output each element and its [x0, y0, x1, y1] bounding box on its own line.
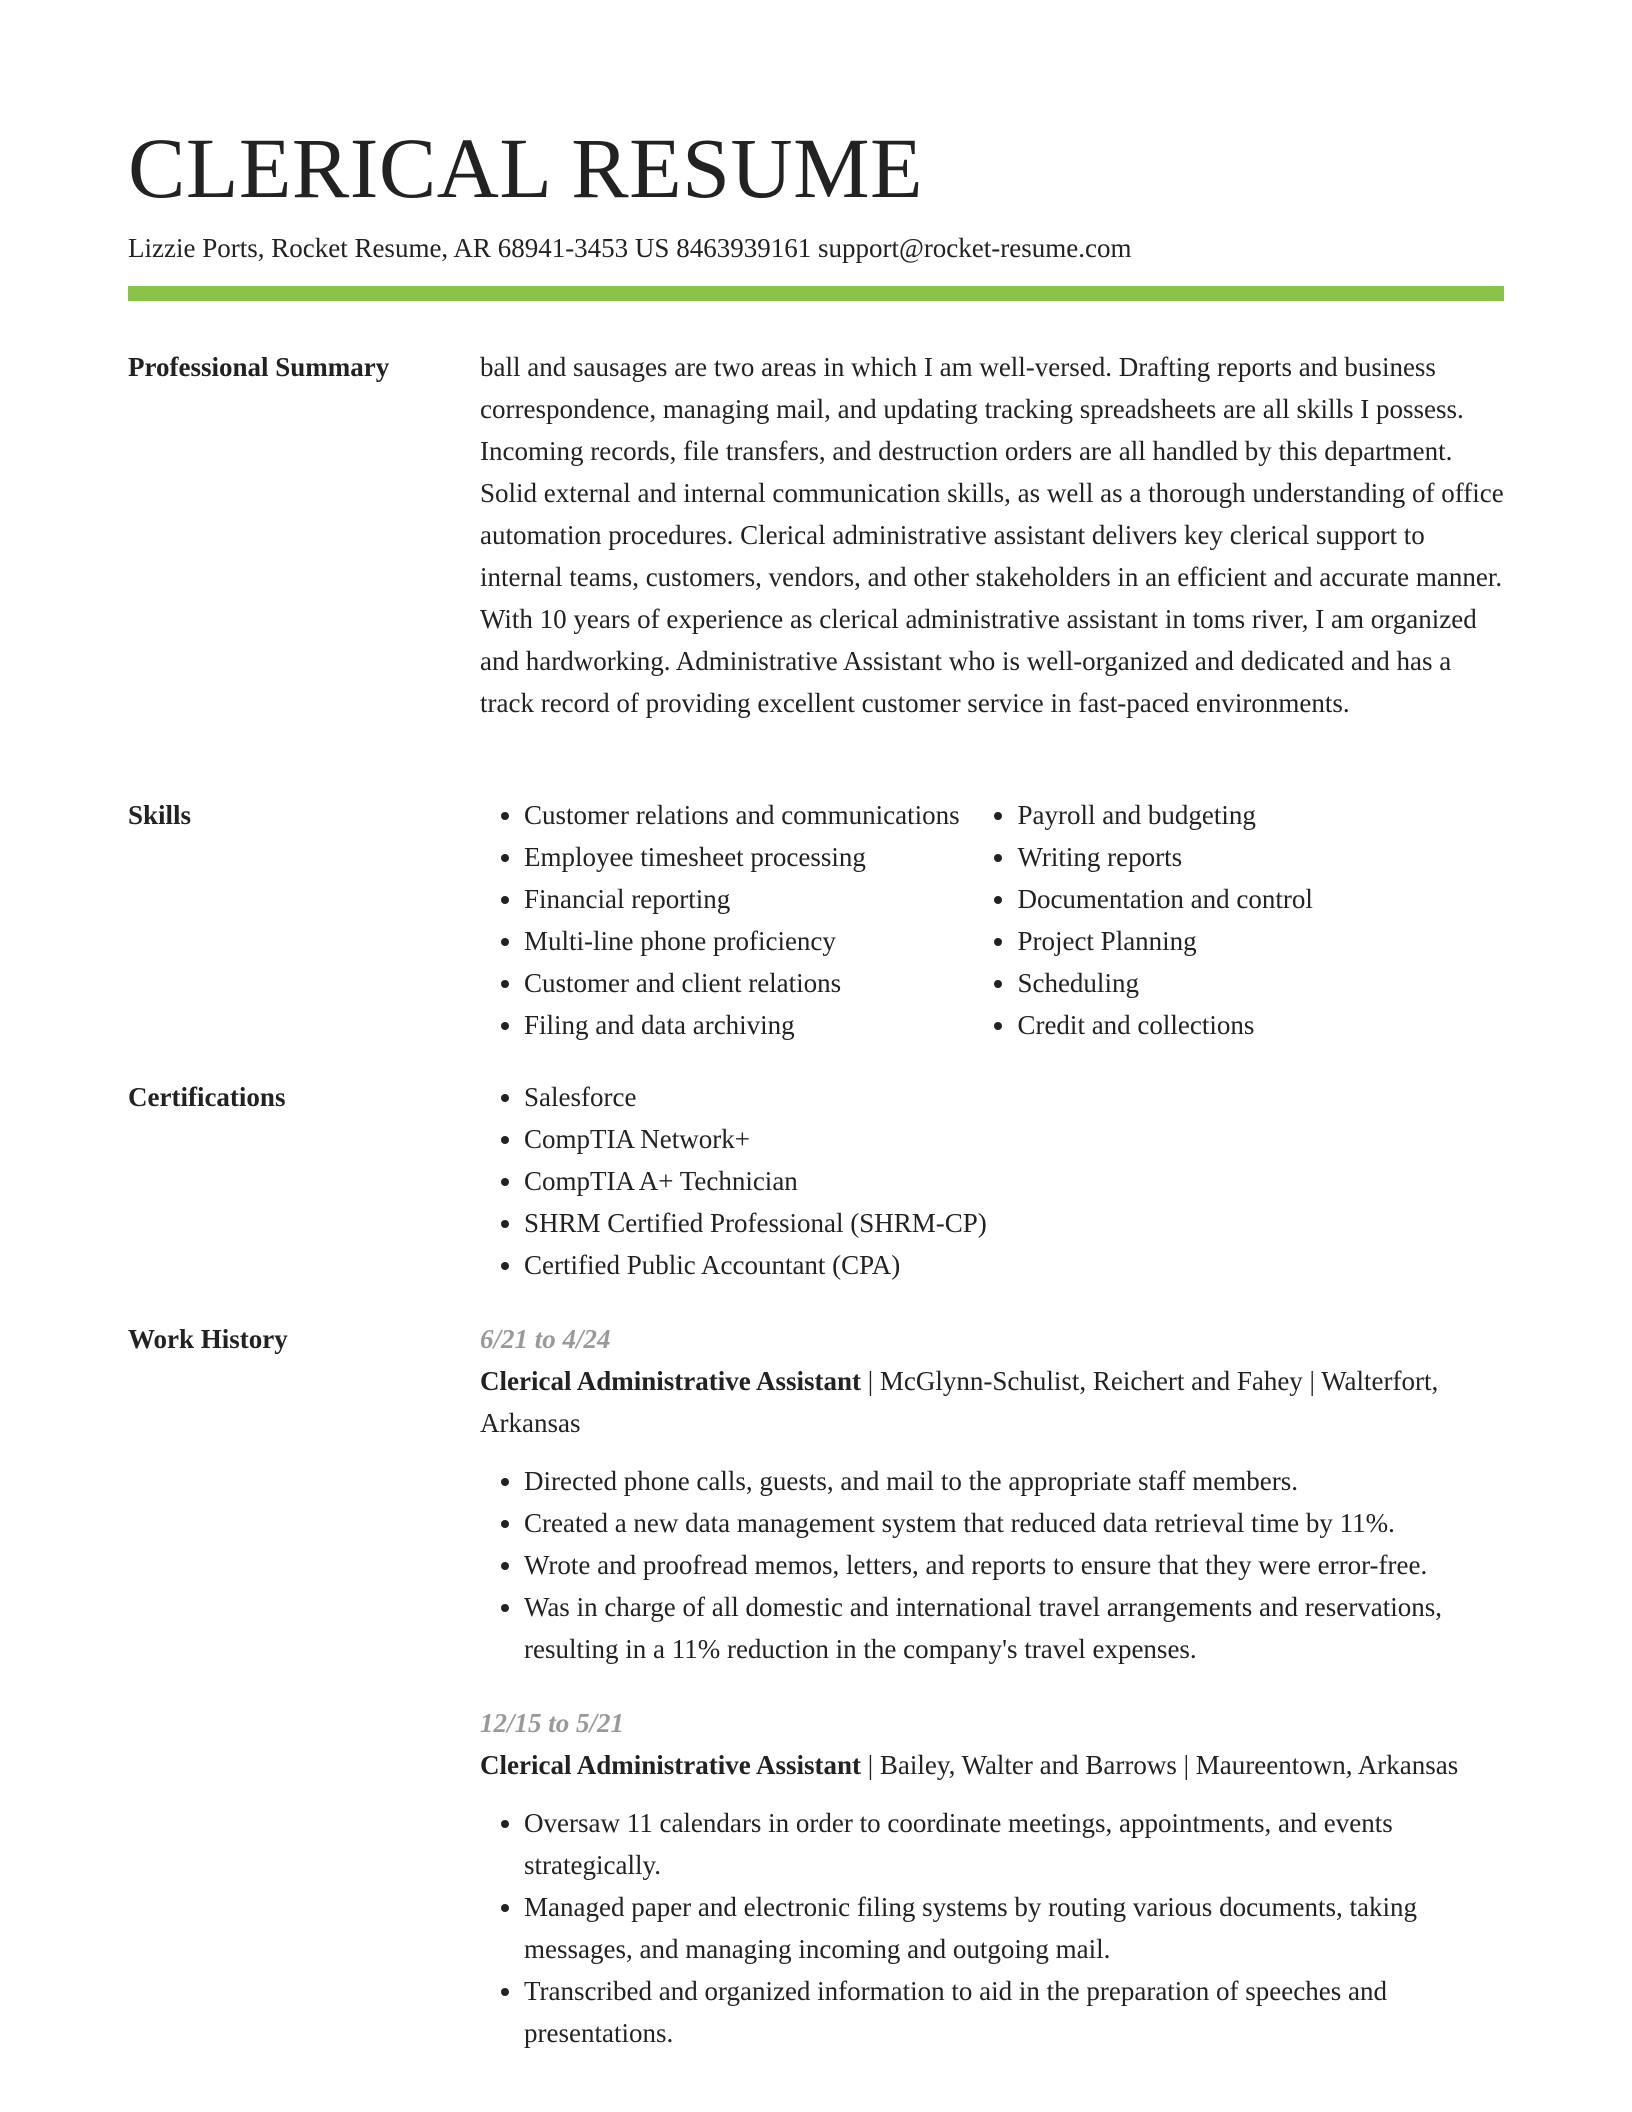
job-bullet: • Wrote and proofread memos, letters, and reports to ensure that they were error-free. [524, 1544, 1506, 1586]
summary-text: ball and sausages are two areas in which I am well-versed. Drafting reports and business correspondence, managing mail, and updating tracking spreadsheets are all skills I possess. Incoming records, file transfers, and destruction orders are all handled by this department. Solid external and internal communication skills, as well as a thorough understanding of office automation procedures. Clerical administrative assistant delivers key clerical support to internal teams, customers, vendors, and other stakeholders in an efficient and accurate manner. With 10 years of experience as clerical administrative assistant in toms river, I am organized and hardworking. Administrative Assistant who is well-organized and dedicated and has a track record of providing excellent customer service in fast-paced environments. [480, 352, 1504, 718]
work-history-label: Work History [128, 1324, 288, 1354]
certifications-content [480, 1076, 1506, 1286]
skill-item: • Writing reports [1017, 836, 1506, 878]
certifications-list [480, 1076, 1506, 1286]
skill-item: • Project Planning [1017, 920, 1506, 962]
job-bullets [480, 1460, 1506, 1670]
job-dates: 12/15 to 5/21 [480, 1708, 625, 1738]
contact-info: Lizzie Ports, Rocket Resume, AR 68941-3453 US 8463939161 support@rocket-resume.com [128, 233, 1132, 263]
skill-item: • Customer relations and communications [524, 794, 973, 836]
skill-item: • Customer and client relations [524, 962, 973, 1004]
job-title: Clerical Administrative Assistant [480, 1750, 861, 1780]
skill-item: • Employee timesheet processing [524, 836, 973, 878]
job-bullet: • Transcribed and organized information to aid in the preparation of speeches and presentations. [524, 1970, 1506, 2054]
certification-item: • SHRM Certified Professional (SHRM-CP) [524, 1202, 1506, 1244]
job-entry [480, 1702, 1506, 2054]
certification-item: • CompTIA Network+ [524, 1118, 1506, 1160]
skill-item: • Payroll and budgeting [1017, 794, 1506, 836]
work-history-content [480, 1318, 1506, 2054]
skills-content [480, 794, 1506, 1046]
header-divider [128, 286, 1504, 301]
summary-label: Professional Summary [128, 352, 390, 382]
skill-item: • Credit and collections [1017, 1004, 1506, 1046]
skill-item: • Scheduling [1017, 962, 1506, 1004]
job-bullet: • Directed phone calls, guests, and mail to the appropriate staff members. [524, 1460, 1506, 1502]
job-entry [480, 1318, 1506, 1670]
certification-item: • CompTIA A+ Technician [524, 1160, 1506, 1202]
skills-list-right [973, 794, 1506, 1046]
skill-item: • Filing and data archiving [524, 1004, 973, 1046]
certification-item: • Salesforce [524, 1076, 1506, 1118]
job-details: | McGlynn-Schulist, Reichert and Fahey | Walterfort, Arkansas [480, 1366, 1439, 1438]
skill-item: • Multi-line phone proficiency [524, 920, 973, 962]
job-title: Clerical Administrative Assistant [480, 1366, 861, 1396]
skill-item: • Documentation and control [1017, 878, 1506, 920]
job-bullet: • Oversaw 11 calendars in order to coordinate meetings, appointments, and events strategically. [524, 1802, 1506, 1886]
skills-list-left [480, 794, 973, 1046]
certifications-label: Certifications [128, 1082, 286, 1112]
skill-item: • Financial reporting [524, 878, 973, 920]
job-bullets [480, 1802, 1506, 2054]
job-heading [480, 1360, 1506, 1444]
job-dates: 6/21 to 4/24 [480, 1324, 611, 1354]
job-details: | Bailey, Walter and Barrows | Maureentown, Arkansas [860, 1750, 1459, 1780]
job-bullet: • Managed paper and electronic filing systems by routing various documents, taking messages, and managing incoming and outgoing mail. [524, 1886, 1506, 1970]
summary-content [480, 346, 1506, 724]
job-heading [480, 1744, 1506, 1786]
job-bullet: • Was in charge of all domestic and international travel arrangements and reservations, resulting in a 11% reduction in the company's travel expenses. [524, 1586, 1506, 1670]
certification-item: • Certified Public Accountant (CPA) [524, 1244, 1506, 1286]
job-bullet: • Created a new data management system that reduced data retrieval time by 11%. [524, 1502, 1506, 1544]
skills-label: Skills [128, 800, 192, 830]
resume-title: CLERICAL RESUME [128, 120, 924, 216]
